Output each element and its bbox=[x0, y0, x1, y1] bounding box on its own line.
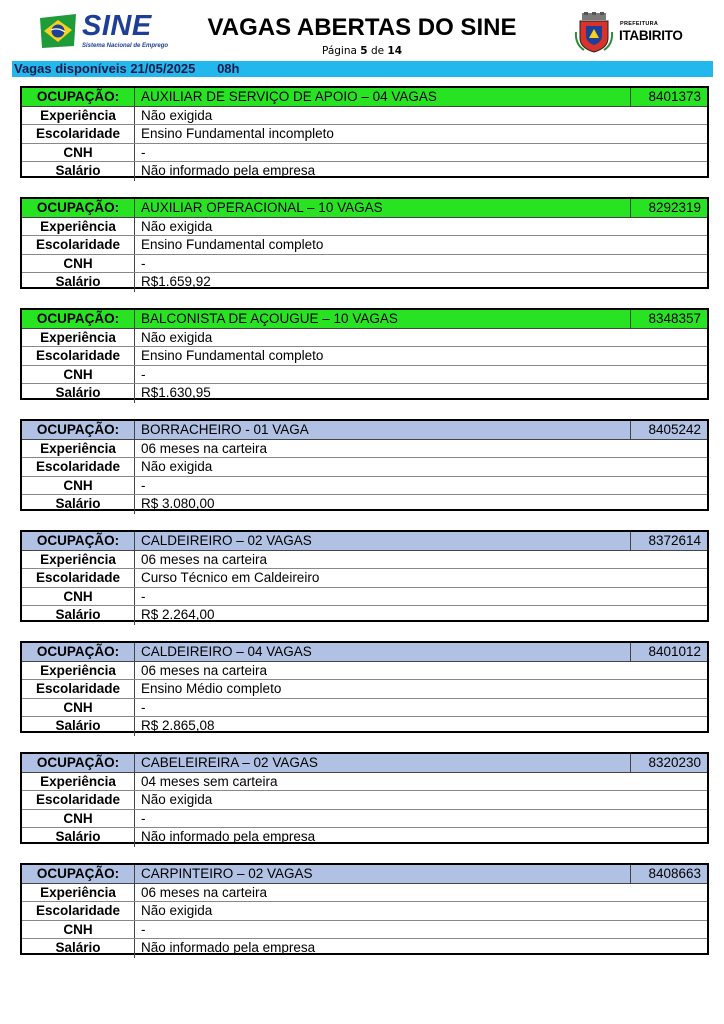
job-salary-row bbox=[22, 828, 707, 847]
education-label: Escolaridade bbox=[22, 347, 135, 365]
salary-value: R$ 2.264,00 bbox=[141, 607, 215, 622]
cnh-value: - bbox=[141, 477, 146, 493]
education-label: Escolaridade bbox=[22, 569, 135, 587]
cnh-label: CNH bbox=[22, 810, 135, 828]
job-occupation-row bbox=[22, 88, 707, 107]
salary-label: Salário bbox=[22, 717, 135, 736]
occupation-label: OCUPAÇÃO: bbox=[22, 199, 135, 217]
salary-label: Salário bbox=[22, 606, 135, 625]
occupation-value: CARPINTEIRO – 02 VAGAS bbox=[141, 866, 313, 881]
job-education-row bbox=[22, 125, 707, 144]
salary-label: Salário bbox=[22, 273, 135, 292]
page-prefix: Página bbox=[321, 45, 357, 57]
job-cnh-row bbox=[22, 255, 707, 274]
job-occupation-row bbox=[22, 865, 707, 884]
itabirito-logo-name: ITABIRITO bbox=[619, 28, 683, 43]
job-occupation-row bbox=[22, 421, 707, 440]
job-education-row bbox=[22, 458, 707, 477]
job-code: 8372614 bbox=[630, 532, 707, 550]
job-code: 8348357 bbox=[630, 310, 707, 328]
experience-value: 06 meses na carteira bbox=[141, 662, 268, 678]
occupation-label: OCUPAÇÃO: bbox=[22, 643, 135, 661]
job-code: 8408663 bbox=[630, 865, 707, 883]
job-cnh-row bbox=[22, 477, 707, 496]
cnh-label: CNH bbox=[22, 477, 135, 495]
occupation-label: OCUPAÇÃO: bbox=[22, 421, 135, 439]
experience-value: Não exigida bbox=[141, 329, 213, 345]
job-card bbox=[20, 530, 709, 622]
job-card bbox=[20, 752, 709, 844]
experience-label: Experiência bbox=[22, 218, 135, 236]
experience-value: 04 meses sem carteira bbox=[141, 773, 278, 789]
job-card bbox=[20, 197, 709, 289]
job-experience-row bbox=[22, 329, 707, 348]
itabirito-logo bbox=[574, 12, 694, 56]
job-salary-row bbox=[22, 606, 707, 625]
education-value: Ensino Fundamental completo bbox=[141, 348, 324, 363]
job-cnh-row bbox=[22, 588, 707, 607]
itabirito-logo-prefix: PREFEITURA bbox=[620, 21, 659, 27]
cnh-label: CNH bbox=[22, 144, 135, 162]
salary-label: Salário bbox=[22, 939, 135, 958]
job-code: 8405242 bbox=[630, 421, 707, 439]
salary-value: Não informado pela empresa bbox=[141, 829, 316, 844]
coat-of-arms-icon bbox=[574, 12, 614, 54]
job-code: 8401373 bbox=[630, 88, 707, 106]
cnh-value: - bbox=[141, 810, 146, 826]
experience-label: Experiência bbox=[22, 329, 135, 347]
job-card bbox=[20, 419, 709, 511]
occupation-value: CALDEIREIRO – 02 VAGAS bbox=[141, 533, 312, 548]
job-occupation-row bbox=[22, 310, 707, 329]
cnh-value: - bbox=[141, 144, 146, 160]
job-occupation-row bbox=[22, 643, 707, 662]
sine-logo-subtitle: Sistema Nacional de Emprego bbox=[82, 43, 169, 49]
occupation-value: AUXILIAR OPERACIONAL – 10 VAGAS bbox=[141, 200, 383, 215]
job-occupation-row bbox=[22, 754, 707, 773]
cnh-value: - bbox=[141, 921, 146, 937]
job-experience-row bbox=[22, 107, 707, 126]
experience-value: 06 meses na carteira bbox=[141, 884, 268, 900]
salary-value: R$ 2.865,08 bbox=[141, 718, 215, 733]
education-label: Escolaridade bbox=[22, 125, 135, 143]
job-cnh-row bbox=[22, 810, 707, 829]
job-occupation-row bbox=[22, 199, 707, 218]
experience-value: 06 meses na carteira bbox=[141, 440, 268, 456]
occupation-label: OCUPAÇÃO: bbox=[22, 532, 135, 550]
page-total: 14 bbox=[387, 45, 403, 57]
occupation-label: OCUPAÇÃO: bbox=[22, 865, 135, 883]
job-experience-row bbox=[22, 440, 707, 459]
occupation-value: AUXILIAR DE SERVIÇO DE APOIO – 04 VAGAS bbox=[141, 89, 437, 104]
job-education-row bbox=[22, 902, 707, 921]
salary-value: R$1.659,92 bbox=[141, 274, 211, 289]
date-banner bbox=[12, 61, 713, 77]
job-experience-row bbox=[22, 884, 707, 903]
job-card bbox=[20, 308, 709, 400]
job-code: 8320230 bbox=[630, 754, 707, 772]
salary-value: R$ 3.080,00 bbox=[141, 496, 215, 511]
sine-logo-text: SINE bbox=[82, 10, 152, 42]
experience-label: Experiência bbox=[22, 773, 135, 791]
job-cnh-row bbox=[22, 699, 707, 718]
job-education-row bbox=[22, 791, 707, 810]
salary-value: Não informado pela empresa bbox=[141, 940, 316, 955]
experience-label: Experiência bbox=[22, 440, 135, 458]
education-value: Ensino Fundamental completo bbox=[141, 237, 324, 252]
job-list bbox=[20, 86, 709, 974]
education-label: Escolaridade bbox=[22, 791, 135, 809]
job-salary-row bbox=[22, 162, 707, 181]
job-card bbox=[20, 863, 709, 955]
job-salary-row bbox=[22, 273, 707, 292]
banner-date: Vagas disponíveis 21/05/2025 bbox=[14, 61, 196, 76]
cnh-value: - bbox=[141, 255, 146, 271]
salary-label: Salário bbox=[22, 162, 135, 181]
education-label: Escolaridade bbox=[22, 236, 135, 254]
page-title: VAGAS ABERTAS DO SINE bbox=[207, 14, 517, 41]
education-value: Não exigida bbox=[141, 792, 213, 807]
education-label: Escolaridade bbox=[22, 902, 135, 920]
salary-value: Não informado pela empresa bbox=[141, 163, 316, 178]
job-code: 8401012 bbox=[630, 643, 707, 661]
education-value: Ensino Médio completo bbox=[141, 681, 282, 696]
education-value: Curso Técnico em Caldeireiro bbox=[141, 570, 320, 585]
experience-label: Experiência bbox=[22, 551, 135, 569]
job-education-row bbox=[22, 680, 707, 699]
education-label: Escolaridade bbox=[22, 458, 135, 476]
job-salary-row bbox=[22, 717, 707, 736]
salary-label: Salário bbox=[22, 828, 135, 847]
experience-value: 06 meses na carteira bbox=[141, 551, 268, 567]
salary-label: Salário bbox=[22, 495, 135, 514]
cnh-label: CNH bbox=[22, 921, 135, 939]
job-experience-row bbox=[22, 662, 707, 681]
experience-label: Experiência bbox=[22, 662, 135, 680]
job-card bbox=[20, 641, 709, 733]
education-value: Não exigida bbox=[141, 459, 213, 474]
cnh-label: CNH bbox=[22, 255, 135, 273]
job-experience-row bbox=[22, 218, 707, 237]
job-salary-row bbox=[22, 384, 707, 403]
job-education-row bbox=[22, 236, 707, 255]
education-label: Escolaridade bbox=[22, 680, 135, 698]
education-value: Ensino Fundamental incompleto bbox=[141, 126, 334, 141]
experience-value: Não exigida bbox=[141, 218, 213, 234]
job-cnh-row bbox=[22, 144, 707, 163]
experience-value: Não exigida bbox=[141, 107, 213, 123]
occupation-label: OCUPAÇÃO: bbox=[22, 88, 135, 106]
occupation-label: OCUPAÇÃO: bbox=[22, 754, 135, 772]
occupation-label: OCUPAÇÃO: bbox=[22, 310, 135, 328]
job-code: 8292319 bbox=[630, 199, 707, 217]
page-current: 5 bbox=[360, 45, 368, 57]
job-card bbox=[20, 86, 709, 178]
occupation-value: CABELEIREIRA – 02 VAGAS bbox=[141, 755, 318, 770]
occupation-value: CALDEIREIRO – 04 VAGAS bbox=[141, 644, 312, 659]
job-cnh-row bbox=[22, 921, 707, 940]
job-occupation-row bbox=[22, 532, 707, 551]
page-separator: de bbox=[370, 45, 385, 57]
education-value: Não exigida bbox=[141, 903, 213, 918]
cnh-label: CNH bbox=[22, 588, 135, 606]
experience-label: Experiência bbox=[22, 884, 135, 902]
experience-label: Experiência bbox=[22, 107, 135, 125]
job-experience-row bbox=[22, 551, 707, 570]
job-education-row bbox=[22, 569, 707, 588]
cnh-value: - bbox=[141, 699, 146, 715]
job-education-row bbox=[22, 347, 707, 366]
cnh-value: - bbox=[141, 366, 146, 382]
page-header bbox=[0, 0, 724, 62]
job-experience-row bbox=[22, 773, 707, 792]
salary-value: R$1.630,95 bbox=[141, 385, 211, 400]
job-salary-row bbox=[22, 939, 707, 958]
occupation-value: BORRACHEIRO - 01 VAGA bbox=[141, 422, 309, 437]
job-salary-row bbox=[22, 495, 707, 514]
occupation-value: BALCONISTA DE AÇOUGUE – 10 VAGAS bbox=[141, 311, 398, 326]
banner-time: 08h bbox=[217, 61, 240, 76]
cnh-value: - bbox=[141, 588, 146, 604]
cnh-label: CNH bbox=[22, 699, 135, 717]
cnh-label: CNH bbox=[22, 366, 135, 384]
job-cnh-row bbox=[22, 366, 707, 385]
salary-label: Salário bbox=[22, 384, 135, 403]
